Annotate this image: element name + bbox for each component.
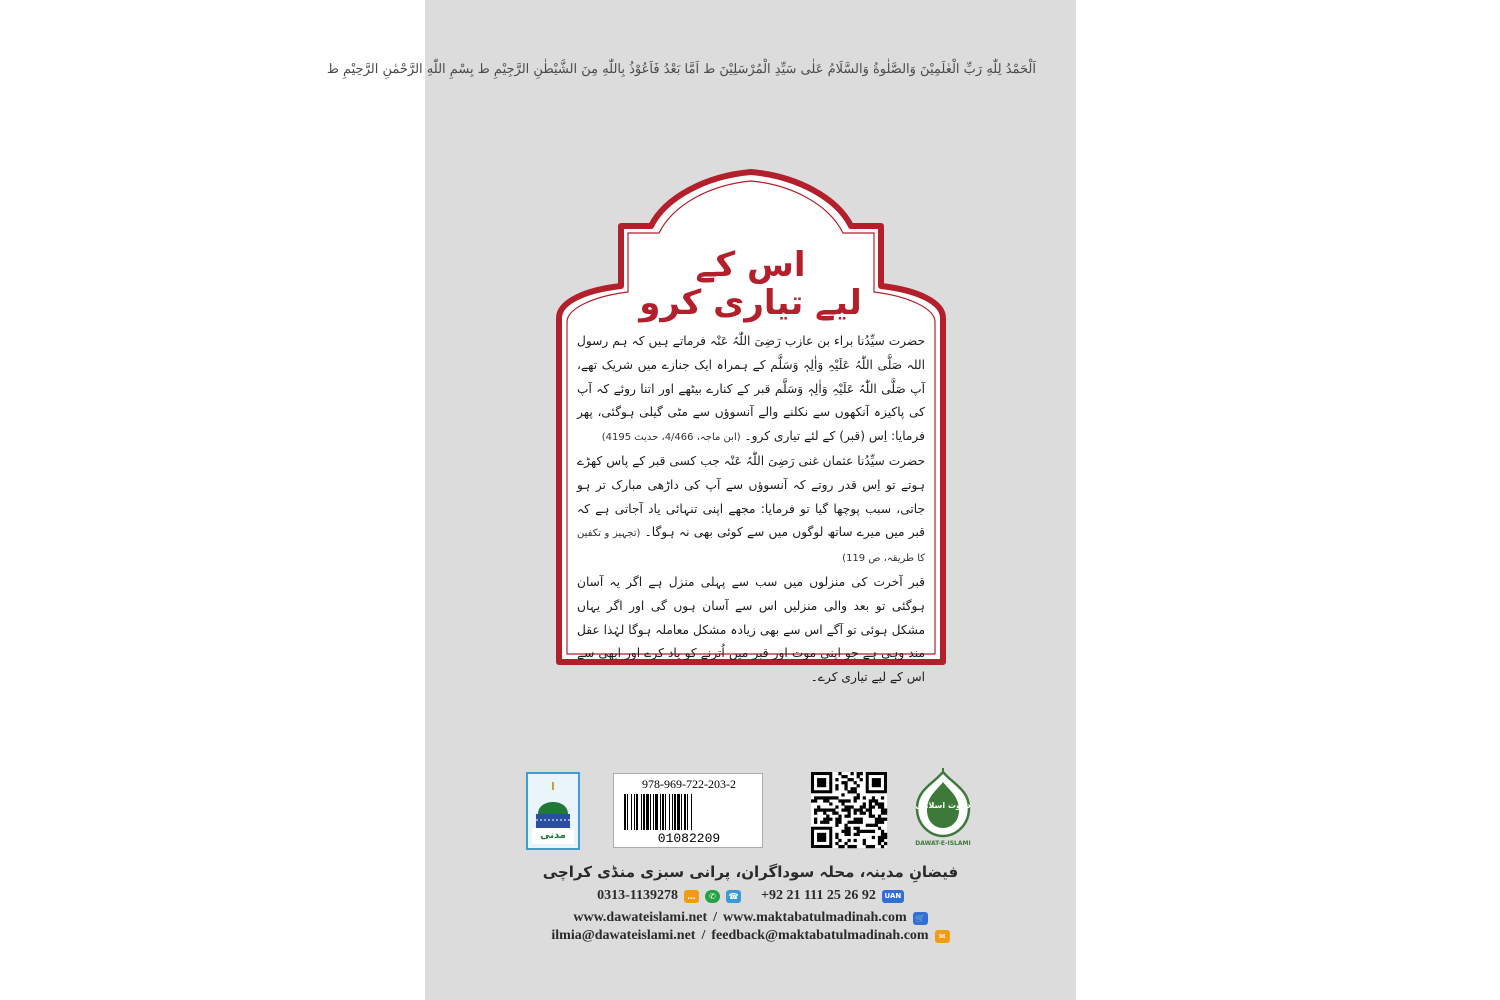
paragraph-1 bbox=[577, 330, 925, 450]
website-dawat[interactable]: www.dawateislami.net bbox=[573, 910, 708, 925]
book-back-cover bbox=[326, 0, 1076, 1000]
paragraph-3: قبر آخرت کی منزلوں میں سب سے پہلی منزل ہے اگر یہ آسان ہوگئی تو بعد والی منزلیں اس سے آسان ہوں گی اور اگر یہاں مشکل ہوئی تو آگے اس سے بھی زیادہ مشکل معاملہ ہوگا لہٰذا عقل مند وہی ہے جو اپنی موت اور قبر میں اُترنے کو یاد کرے اور ابھی سے اس کے لیے تیاری کرے۔ bbox=[577, 574, 925, 685]
email-separator: / bbox=[701, 928, 706, 943]
phone-mobile: 0313-1139278 bbox=[597, 888, 678, 903]
dawat-urdu-label: دعوت اسلامی bbox=[915, 801, 971, 810]
cart-icon: 🛒 bbox=[913, 912, 928, 925]
chat-icon: … bbox=[684, 890, 699, 903]
paragraph-2-text: حضرت سیِّدُنا عثمان غنی رَضِیَ اللّٰہُ عَنْہ جب کسی قبر کے پاس کھڑے ہوتے تو اِس قدر روتے کہ آنسوؤں سے آپ کی داڑھی مبارک تر ہو جاتی، سبب پوچھا گیا تو فرمایا: مجھے اپنی تنہائی یاد آجاتی ہے کہ قبر میں میرے ساتھ لوگوں میں سے کوئی بھی نہ ہوگا۔ bbox=[577, 453, 926, 540]
barcode-bars bbox=[624, 794, 754, 830]
uan-badge: UAN bbox=[882, 890, 904, 903]
reference-1: (ابن ماجہ، 4/466، حدیث 4195) bbox=[601, 432, 741, 444]
paragraph-2 bbox=[577, 450, 925, 571]
dawat-label: DAWAT-E-ISLAMI bbox=[915, 840, 971, 847]
website-row bbox=[425, 910, 1076, 926]
email-ilmia[interactable]: ilmia@dawateislami.net bbox=[551, 928, 696, 943]
isbn-barcode bbox=[613, 773, 763, 848]
dawat-e-islami-logo bbox=[909, 768, 977, 852]
qr-pattern bbox=[811, 772, 887, 848]
title-line-1: اس کے bbox=[695, 245, 806, 285]
website-separator: / bbox=[713, 910, 718, 925]
phone-uan: +92 21 111 25 26 92 bbox=[760, 888, 876, 903]
paragraph-1-text: حضرت سیِّدُنا براء بن عازب رَضِیَ اللّٰہُ عَنْہ فرماتے ہیں کہ ہم رسول اللہ صَلَّی اللّٰہُ عَلَیْہِ وَاٰلِہٖ وَسَلَّم کے ہمراہ ایک جنازے میں شریک تھے، آپ صَلَّی اللّٰہُ عَلَیْہِ وَاٰلِہٖ وَسَلَّم قبر کے کنارے بیٹھے اور اتنا روئے کہ آپ کی پاکیزہ آنکھوں سے نکلنے والے آنسوؤں سے مٹی گیلی ہوگئی، پھر فرمایا: اِس (قبر) کے لئے تیاری کرو۔ bbox=[577, 334, 925, 444]
website-maktaba[interactable]: www.maktabatulmadinah.com bbox=[723, 910, 907, 925]
email-row bbox=[425, 928, 1076, 944]
title-line-2: لیے تیاری کرو bbox=[639, 283, 862, 323]
body-text bbox=[577, 330, 925, 690]
phone-row bbox=[425, 888, 1076, 904]
isbn-number: 978-969-722-203-2 bbox=[642, 777, 736, 791]
mosque-logo-label: مدنی bbox=[540, 830, 566, 841]
bismillah-header: اَلْحَمْدُ لِلّٰهِ رَبِّ الْعٰلَمِيْنَ وَالصَّلٰوةُ وَالسَّلَامُ عَلٰى سَيِّدِ الْمُرْسَلِيْنَ ط اَمَّا بَعْدُ فَاَعُوْذُ بِاللّٰهِ مِنَ الشَّيْطٰنِ الرَّجِيْمِ ط بِسْمِ اللّٰهِ الرَّحْمٰنِ الرَّحِيْمِ ط bbox=[326, 62, 1036, 77]
maktaba-mosque-logo bbox=[526, 772, 580, 850]
qr-code bbox=[811, 772, 887, 848]
address: فیضانِ مدینہ، محلہ سوداگران، پرانی سبزی منڈی کراچی bbox=[542, 863, 959, 881]
email-icon: ✉ bbox=[935, 930, 950, 943]
reference-2: (تجہیز و تکفین کا طریقہ، ص 119) bbox=[577, 528, 925, 565]
whatsapp-icon: ✆ bbox=[705, 890, 720, 903]
barcode-number: 01082209 bbox=[657, 831, 721, 846]
phone-icon: ☎ bbox=[726, 890, 741, 903]
email-feedback[interactable]: feedback@maktabatulmadinah.com bbox=[711, 928, 929, 943]
